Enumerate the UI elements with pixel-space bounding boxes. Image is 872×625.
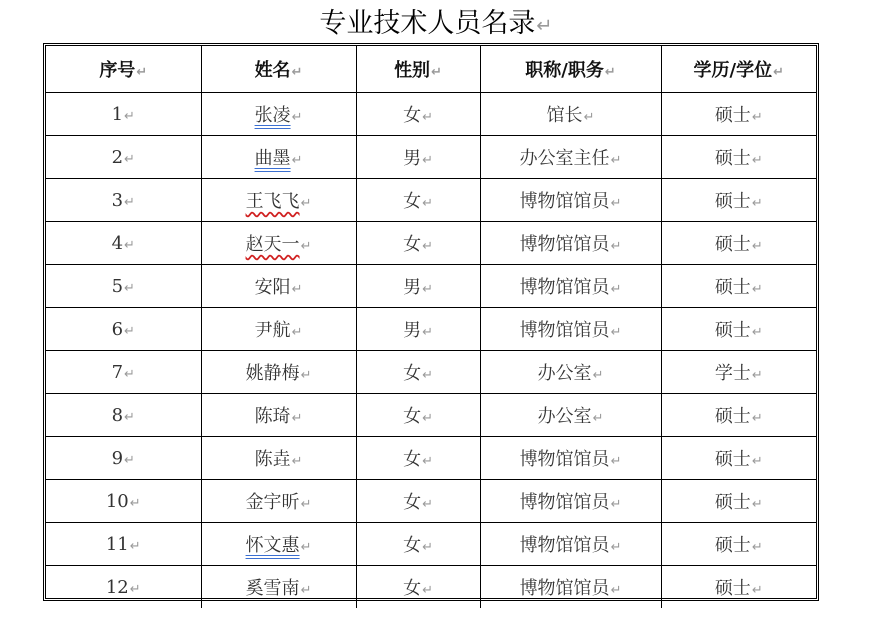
cell-text: 10 xyxy=(105,490,129,512)
index-cell[interactable] xyxy=(46,566,201,609)
paragraph-mark-icon: ↵ xyxy=(124,237,135,253)
index-cell[interactable] xyxy=(46,265,201,308)
paragraph-mark-icon: ↵ xyxy=(124,409,135,425)
paragraph-mark-icon: ↵ xyxy=(129,581,141,597)
cell-text: 奚雪南 xyxy=(245,578,300,599)
paragraph-mark-icon: ↵ xyxy=(422,540,433,555)
index-cell[interactable] xyxy=(46,93,201,136)
degree-cell[interactable] xyxy=(661,179,816,222)
cell-text: 办公室主任 xyxy=(519,148,610,169)
cell-text: 张凌 xyxy=(254,105,291,126)
degree-cell[interactable] xyxy=(661,308,816,351)
cell-text: 硕士 xyxy=(714,191,751,212)
cell-text: 安阳 xyxy=(254,277,291,298)
title-cell[interactable] xyxy=(480,566,661,609)
cell-text: 怀文惠 xyxy=(245,535,300,556)
gender-cell[interactable] xyxy=(356,394,480,437)
index-cell[interactable] xyxy=(46,437,201,480)
title-cell[interactable] xyxy=(480,136,661,179)
cell-text: 硕士 xyxy=(714,535,751,556)
cell-text: 博物馆馆员 xyxy=(519,492,610,513)
header-cell-title[interactable] xyxy=(480,46,661,93)
title-cell[interactable] xyxy=(480,351,661,394)
title-cell[interactable] xyxy=(480,308,661,351)
cell-text: 硕士 xyxy=(714,277,751,298)
header-cell-name[interactable] xyxy=(201,46,356,93)
header-label: 学历/学位 xyxy=(693,60,773,81)
degree-cell[interactable] xyxy=(661,523,816,566)
cell-text: 硕士 xyxy=(714,492,751,513)
title-cell[interactable] xyxy=(480,394,661,437)
paragraph-mark-icon: ↵ xyxy=(773,65,784,80)
header-label: 序号 xyxy=(99,60,136,81)
index-cell[interactable] xyxy=(46,480,201,523)
document-title xyxy=(0,4,872,44)
index-cell[interactable] xyxy=(46,308,201,351)
cell-text: 男 xyxy=(403,320,422,341)
name-cell[interactable] xyxy=(201,308,356,351)
paragraph-mark-icon: ↵ xyxy=(129,538,141,554)
cell-text: 学士 xyxy=(714,363,751,384)
title-cell[interactable] xyxy=(480,93,661,136)
paragraph-mark-icon: ↵ xyxy=(291,411,303,426)
paragraph-mark-icon: ↵ xyxy=(751,325,763,340)
table-row xyxy=(46,265,816,308)
cell-text: 陈琦 xyxy=(254,406,291,427)
paragraph-mark-icon: ↵ xyxy=(592,368,604,383)
title-cell[interactable] xyxy=(480,179,661,222)
paragraph-mark-icon: ↵ xyxy=(422,368,433,383)
cell-text: 硕士 xyxy=(714,105,751,126)
paragraph-mark-icon: ↵ xyxy=(300,368,312,383)
paragraph-mark-icon: ↵ xyxy=(291,325,303,340)
paragraph-mark-icon: ↵ xyxy=(751,153,763,168)
cell-text: 12 xyxy=(105,576,129,598)
paragraph-mark-icon: ↵ xyxy=(422,196,433,211)
header-label: 姓名 xyxy=(254,60,291,81)
paragraph-mark-icon: ↵ xyxy=(422,325,433,340)
cell-text: 博物馆馆员 xyxy=(519,320,610,341)
name-cell[interactable] xyxy=(201,523,356,566)
degree-cell[interactable] xyxy=(661,93,816,136)
paragraph-mark-icon: ↵ xyxy=(422,110,433,125)
name-cell[interactable] xyxy=(201,179,356,222)
gender-cell[interactable] xyxy=(356,265,480,308)
name-cell[interactable] xyxy=(201,394,356,437)
paragraph-mark-icon: ↵ xyxy=(291,65,303,80)
paragraph-mark-icon: ↵ xyxy=(610,540,622,555)
paragraph-mark-icon: ↵ xyxy=(124,323,135,339)
paragraph-mark-icon: ↵ xyxy=(129,495,141,511)
cell-text: 6 xyxy=(111,318,124,340)
cell-text: 尹航 xyxy=(254,320,291,341)
gender-cell[interactable] xyxy=(356,351,480,394)
name-cell[interactable] xyxy=(201,437,356,480)
paragraph-mark-icon: ↵ xyxy=(751,110,763,125)
staff-table-frame xyxy=(43,43,819,601)
table-row xyxy=(46,437,816,480)
paragraph-mark-icon: ↵ xyxy=(124,366,135,382)
paragraph-mark-icon: ↵ xyxy=(610,196,622,211)
cell-text: 3 xyxy=(111,189,124,211)
cell-text: 9 xyxy=(111,447,124,469)
paragraph-mark-icon: ↵ xyxy=(592,411,604,426)
paragraph-mark-icon: ↵ xyxy=(751,368,763,383)
table-row xyxy=(46,351,816,394)
cell-text: 女 xyxy=(403,406,422,427)
paragraph-mark-icon: ↵ xyxy=(300,497,312,512)
paragraph-mark-icon: ↵ xyxy=(300,583,312,598)
header-label: 职称/职务 xyxy=(525,60,604,81)
cell-text: 博物馆馆员 xyxy=(519,191,610,212)
paragraph-mark-icon: ↵ xyxy=(751,411,763,426)
index-cell[interactable] xyxy=(46,394,201,437)
gender-cell[interactable] xyxy=(356,437,480,480)
paragraph-mark-icon: ↵ xyxy=(291,454,303,469)
paragraph-mark-icon: ↵ xyxy=(291,153,303,168)
paragraph-mark-icon: ↵ xyxy=(610,497,622,512)
document-title-text: 专业技术人员名录 xyxy=(319,8,536,39)
gender-cell[interactable] xyxy=(356,523,480,566)
cell-text: 2 xyxy=(111,146,124,168)
cell-text: 硕士 xyxy=(714,234,751,255)
paragraph-mark-icon: ↵ xyxy=(300,540,312,555)
title-cell[interactable] xyxy=(480,480,661,523)
cell-text: 办公室 xyxy=(537,406,592,427)
index-cell[interactable] xyxy=(46,222,201,265)
cell-text: 博物馆馆员 xyxy=(519,578,610,599)
header-cell-gender[interactable] xyxy=(356,46,480,93)
table-row xyxy=(46,480,816,523)
paragraph-mark-icon: ↵ xyxy=(583,110,595,125)
title-cell[interactable] xyxy=(480,265,661,308)
cell-text: 女 xyxy=(403,578,422,599)
cell-text: 女 xyxy=(403,234,422,255)
cell-text: 男 xyxy=(403,277,422,298)
cell-text: 硕士 xyxy=(714,320,751,341)
paragraph-mark-icon: ↵ xyxy=(610,282,622,297)
table-row xyxy=(46,179,816,222)
cell-text: 姚静梅 xyxy=(245,363,300,384)
name-cell[interactable] xyxy=(201,265,356,308)
paragraph-mark-icon: ↵ xyxy=(300,239,312,254)
paragraph-mark-icon: ↵ xyxy=(604,65,616,80)
degree-cell[interactable] xyxy=(661,265,816,308)
cell-text: 5 xyxy=(111,275,124,297)
cell-text: 11 xyxy=(105,533,129,555)
gender-cell[interactable] xyxy=(356,179,480,222)
title-cell[interactable] xyxy=(480,523,661,566)
table-row xyxy=(46,136,816,179)
cell-text: 7 xyxy=(111,361,124,383)
paragraph-mark-icon: ↵ xyxy=(124,280,135,296)
cell-text: 博物馆馆员 xyxy=(519,449,610,470)
cell-text: 硕士 xyxy=(714,449,751,470)
paragraph-mark-icon: ↵ xyxy=(751,282,763,297)
paragraph-mark-icon: ↵ xyxy=(422,239,433,254)
cell-text: 女 xyxy=(403,535,422,556)
gender-cell[interactable] xyxy=(356,566,480,609)
paragraph-mark-icon: ↵ xyxy=(124,108,135,124)
gender-cell[interactable] xyxy=(356,222,480,265)
cell-text: 男 xyxy=(403,148,422,169)
paragraph-mark-icon: ↵ xyxy=(422,454,433,469)
name-cell[interactable] xyxy=(201,566,356,609)
title-cell[interactable] xyxy=(480,437,661,480)
index-cell[interactable] xyxy=(46,179,201,222)
cell-text: 女 xyxy=(403,191,422,212)
name-cell[interactable] xyxy=(201,351,356,394)
paragraph-mark-icon: ↵ xyxy=(422,153,433,168)
degree-cell[interactable] xyxy=(661,566,816,609)
title-cell[interactable] xyxy=(480,222,661,265)
table-row xyxy=(46,566,816,609)
table-row xyxy=(46,222,816,265)
cell-text: 赵天一 xyxy=(245,234,300,255)
degree-cell[interactable] xyxy=(661,394,816,437)
index-cell[interactable] xyxy=(46,523,201,566)
table-row xyxy=(46,523,816,566)
cell-text: 博物馆馆员 xyxy=(519,535,610,556)
name-cell[interactable] xyxy=(201,93,356,136)
paragraph-mark-icon: ↵ xyxy=(124,194,135,210)
paragraph-mark-icon: ↵ xyxy=(751,540,763,555)
table-row xyxy=(46,394,816,437)
paragraph-mark-icon: ↵ xyxy=(136,65,148,80)
header-cell-index[interactable] xyxy=(46,46,201,93)
paragraph-mark-icon: ↵ xyxy=(751,239,763,254)
paragraph-mark-icon: ↵ xyxy=(610,454,622,469)
cell-text: 女 xyxy=(403,449,422,470)
paragraph-mark-icon: ↵ xyxy=(751,497,763,512)
index-cell[interactable] xyxy=(46,136,201,179)
name-cell[interactable] xyxy=(201,136,356,179)
degree-cell[interactable] xyxy=(661,222,816,265)
cell-text: 1 xyxy=(111,103,124,125)
gender-cell[interactable] xyxy=(356,480,480,523)
paragraph-mark-icon: ↵ xyxy=(751,454,763,469)
paragraph-mark-icon: ↵ xyxy=(610,239,622,254)
cell-text: 4 xyxy=(111,232,124,254)
table-body xyxy=(46,93,816,609)
degree-cell[interactable] xyxy=(661,480,816,523)
cell-text: 金宇昕 xyxy=(245,492,300,513)
gender-cell[interactable] xyxy=(356,93,480,136)
cell-text: 硕士 xyxy=(714,406,751,427)
paragraph-mark-icon: ↵ xyxy=(422,282,433,297)
cell-text: 8 xyxy=(111,404,124,426)
paragraph-mark-icon: ↵ xyxy=(610,153,622,168)
cell-text: 馆长 xyxy=(546,105,583,126)
paragraph-mark-icon: ↵ xyxy=(422,411,433,426)
cell-text: 博物馆馆员 xyxy=(519,277,610,298)
gender-cell[interactable] xyxy=(356,308,480,351)
cell-text: 硕士 xyxy=(714,148,751,169)
paragraph-mark-icon: ↵ xyxy=(291,110,303,125)
paragraph-mark-icon: ↵ xyxy=(422,583,433,598)
paragraph-mark-icon: ↵ xyxy=(422,497,433,512)
index-cell[interactable] xyxy=(46,351,201,394)
table-row xyxy=(46,93,816,136)
cell-text: 女 xyxy=(403,363,422,384)
paragraph-mark-icon: ↵ xyxy=(124,151,135,167)
cell-text: 女 xyxy=(403,492,422,513)
paragraph-mark-icon: ↵ xyxy=(431,65,442,80)
cell-text: 博物馆馆员 xyxy=(519,234,610,255)
degree-cell[interactable] xyxy=(661,437,816,480)
cell-text: 硕士 xyxy=(714,578,751,599)
cell-text: 王飞飞 xyxy=(245,191,300,212)
degree-cell[interactable] xyxy=(661,136,816,179)
cell-text: 办公室 xyxy=(537,363,592,384)
name-cell[interactable] xyxy=(201,480,356,523)
cell-text: 女 xyxy=(403,105,422,126)
paragraph-mark-icon: ↵ xyxy=(751,583,763,598)
name-cell[interactable] xyxy=(201,222,356,265)
paragraph-mark-icon: ↵ xyxy=(300,196,312,211)
paragraph-mark-icon: ↵ xyxy=(291,282,303,297)
paragraph-mark-icon: ↵ xyxy=(536,14,553,37)
paragraph-mark-icon: ↵ xyxy=(124,452,135,468)
staff-table xyxy=(46,46,816,608)
header-label: 性别 xyxy=(394,60,431,81)
header-cell-degree[interactable] xyxy=(661,46,816,93)
table-header-row xyxy=(46,46,816,93)
degree-cell[interactable] xyxy=(661,351,816,394)
table-row xyxy=(46,308,816,351)
paragraph-mark-icon: ↵ xyxy=(610,583,622,598)
gender-cell[interactable] xyxy=(356,136,480,179)
cell-text: 陈垚 xyxy=(254,449,291,470)
cell-text: 曲墨 xyxy=(254,148,291,169)
paragraph-mark-icon: ↵ xyxy=(751,196,763,211)
paragraph-mark-icon: ↵ xyxy=(610,325,622,340)
